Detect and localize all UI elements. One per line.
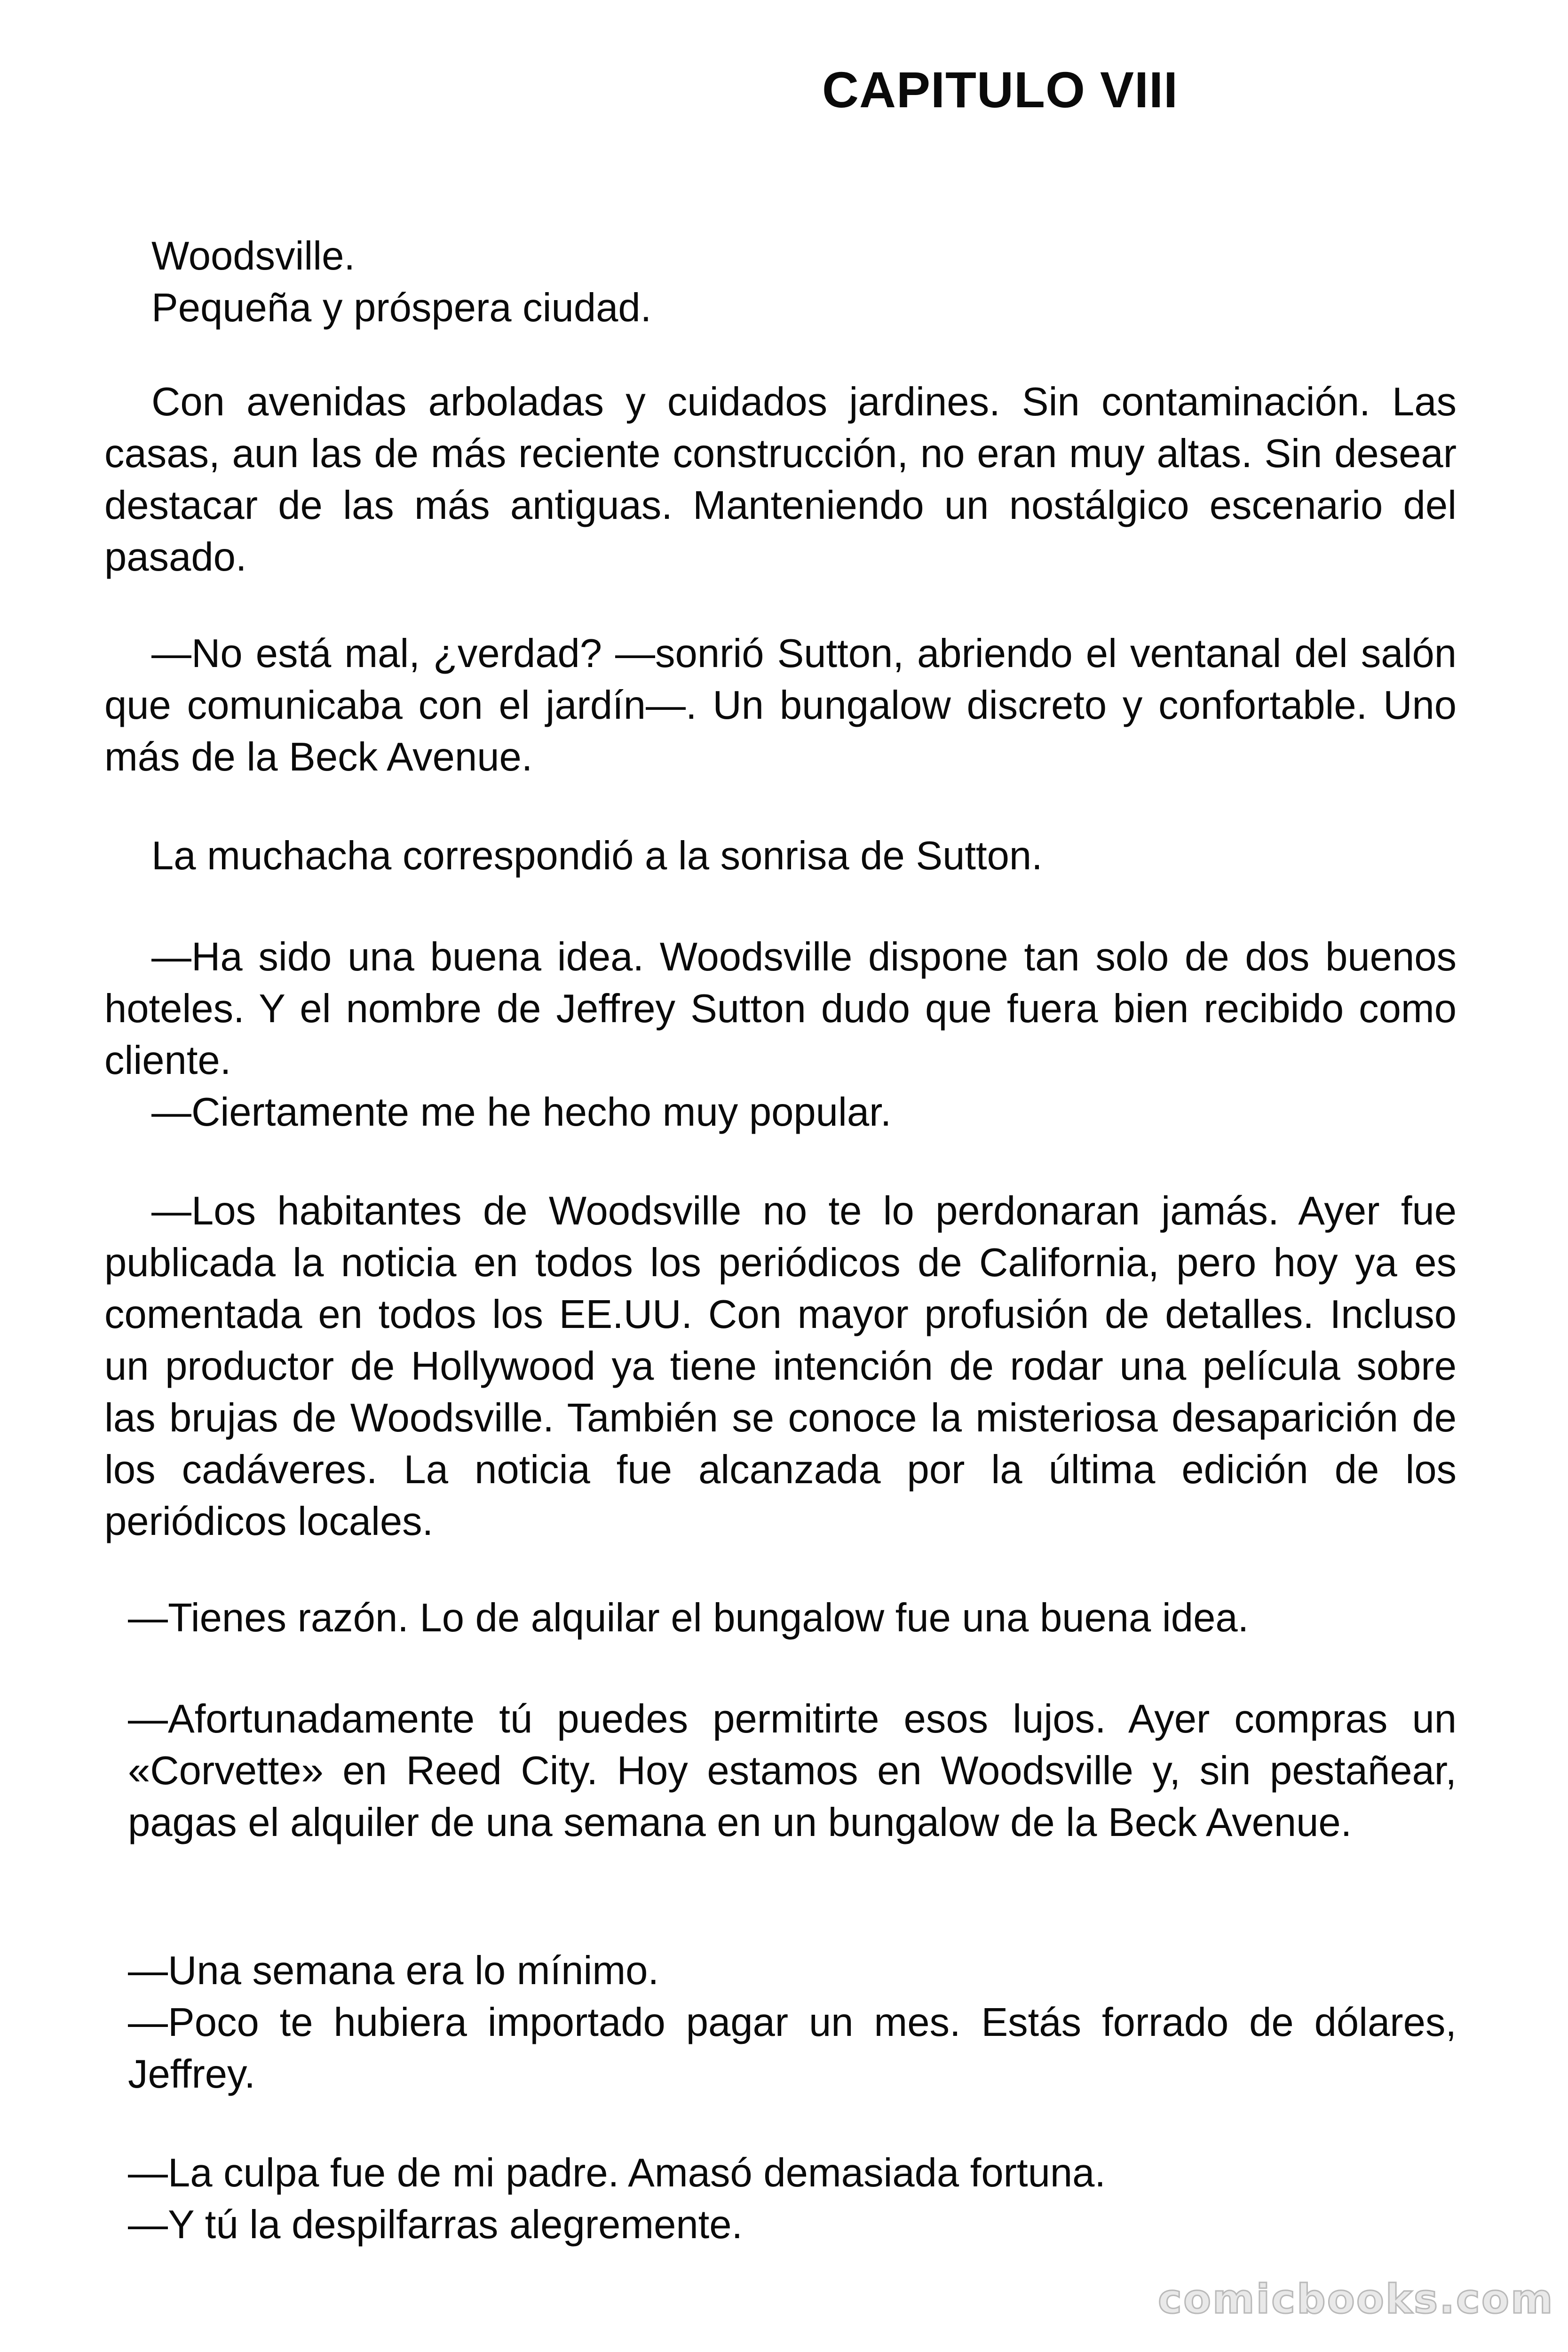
paragraph-father: —La culpa fue de mi padre. Amasó demasiada fortuna. <box>128 2151 1106 2195</box>
paragraph-you-are-right: —Tienes razón. Lo de alquilar el bungalow fue una buena idea. <box>128 1596 1249 1640</box>
dialogue-block-3 <box>104 1185 1457 1548</box>
narration-block <box>104 830 1457 882</box>
paragraph-sutton-bungalow: —No está mal, ¿verdad? —sonrió Sutton, abriendo el ventanal del salón que comunicaba con el jardín—. Un bungalow discreto y confortable. Uno más de la Beck Avenue. <box>104 631 1457 779</box>
paragraph-city-description: Con avenidas arboladas y cuidados jardines. Sin contaminación. Las casas, aun las de más reciente construcción, no eran muy altas. Sin desear destacar de las más antiguas. Manteniendo un nostálgico escenario del pasado. <box>104 380 1457 580</box>
dialogue-block-1 <box>104 628 1457 783</box>
paragraph-popular: —Ciertamente me he hecho muy popular. <box>151 1090 892 1135</box>
paragraph-woodsville: Woodsville. <box>151 234 356 278</box>
dialogue-block-6 <box>128 1945 1457 2100</box>
dialogue-block-2 <box>104 931 1457 1138</box>
chapter-title: CAPITULO VIII <box>822 61 1179 118</box>
paragraph-good-idea: —Ha sido una buena idea. Woodsville dispone tan solo de dos buenos hoteles. Y el nombre de Jeffrey Sutton dudo que fuera bien recibido como cliente. <box>104 935 1457 1083</box>
dialogue-block-7 <box>128 2147 1457 2251</box>
dialogue-block-5 <box>128 1693 1457 1849</box>
paragraph-girl-smile: La muchacha correspondió a la sonrisa de Sutton. <box>151 834 1043 878</box>
paragraph-one-week: —Una semana era lo mínimo. <box>128 1948 659 1993</box>
paragraph-small-city: Pequeña y próspera ciudad. <box>151 286 652 330</box>
paragraph-corvette: —Afortunadamente tú puedes permitirte esos lujos. Ayer compras un «Corvette» en Reed City. Hoy estamos en Woodsville y, sin pestañear, pagas el alquiler de una semana en un bungalow de la Beck Avenue. <box>128 1697 1457 1845</box>
dialogue-block-4 <box>128 1592 1457 1644</box>
paragraph-squander: —Y tú la despilfarras alegremente. <box>128 2202 743 2247</box>
description-block <box>104 376 1457 583</box>
site-watermark: comicbooks.com <box>1158 2276 1554 2323</box>
paragraph-dollars: —Poco te hubiera importado pagar un mes. Estás forrado de dólares, Jeffrey. <box>128 2000 1457 2097</box>
paragraph-news: —Los habitantes de Woodsville no te lo perdonaran jamás. Ayer fue publicada la noticia en todos los periódicos de California, pero hoy ya es comentada en todos los EE.UU. Con mayor profusión de detalles. Incluso un productor de Hollywood ya tiene intención de rodar una película sobre las brujas de Woodsville. También se conoce la misteriosa desaparición de los cadáveres. La noticia fue alcanzada por la última edición de los periódicos locales. <box>104 1189 1457 1544</box>
opening-block <box>104 230 1457 334</box>
